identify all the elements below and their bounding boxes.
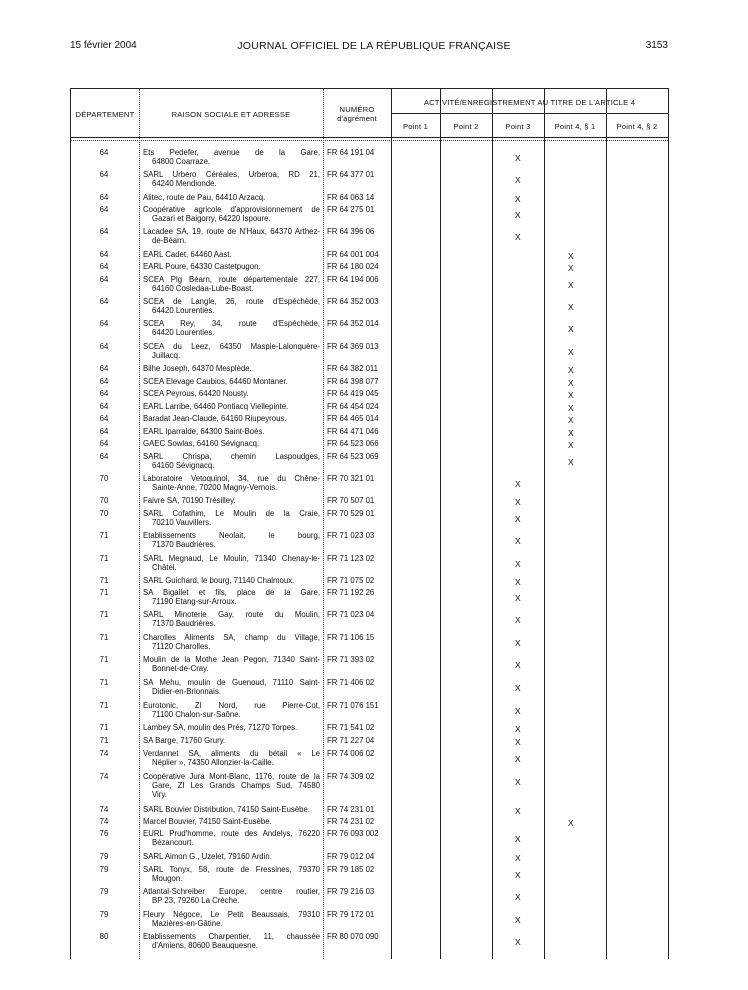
row-raison-sociale <box>143 390 320 399</box>
row-numero-agrement: FR 71 192 26 <box>327 588 375 597</box>
row-departement: 76 <box>99 829 109 838</box>
row-raison-sociale <box>143 611 320 629</box>
row-numero-agrement: FR 64 063 14 <box>327 193 375 202</box>
row-departement: 64 <box>99 170 109 179</box>
row-raison-sociale <box>143 403 320 412</box>
row-name-line1: SARL Guichard, le bourg, 71140 Chalmoux. <box>143 576 295 585</box>
header-activite: ACTIVITÉ/ENREGISTREMENT AU TITRE DE L'ARTICLE 4 <box>423 98 636 107</box>
row-raison-sociale <box>143 415 320 424</box>
column-divider <box>544 89 545 959</box>
row-mark-p41: X <box>568 378 574 388</box>
row-mark-p3: X <box>515 638 521 648</box>
row-numero-agrement: FR 71 227 04 <box>327 736 375 745</box>
row-name-line1: EURL Prud'homme, route des Andelys, 76220 <box>143 829 320 838</box>
row-departement: 64 <box>99 262 109 271</box>
row-numero-agrement: FR 64 398 077 <box>327 377 379 386</box>
column-divider <box>606 89 607 959</box>
row-numero-agrement: FR 79 185 02 <box>327 865 375 874</box>
row-numero-agrement: FR 71 123 02 <box>327 554 375 563</box>
row-name-line1: GAEC Sowlas, 64160 Sévignacq. <box>143 439 260 448</box>
row-mark-p41: X <box>568 347 574 357</box>
row-mark-p3: X <box>515 754 521 764</box>
row-raison-sociale <box>143 818 320 827</box>
header-divider <box>71 140 668 141</box>
row-raison-sociale <box>143 750 320 768</box>
row-departement: 64 <box>99 193 109 202</box>
row-name-line2: 64800 Coarraze. <box>152 156 211 166</box>
row-name-line2: 71370 Baudrières. <box>152 618 216 628</box>
row-raison-sociale <box>143 853 320 862</box>
row-raison-sociale <box>143 773 320 799</box>
row-mark-p3: X <box>515 806 521 816</box>
header-divider <box>71 137 668 138</box>
row-numero-agrement: FR 64 523 069 <box>327 452 379 461</box>
row-name-line2: BP 23, 79260 La Crèche. <box>152 895 240 905</box>
row-name-line2: Sainte-Anne, 70200 Magny-Vernois. <box>152 482 278 492</box>
row-name-line1: SARL Tonyx, 58, route de Fressines, 79370 <box>143 865 320 874</box>
row-raison-sociale <box>143 365 320 374</box>
row-raison-sociale <box>143 251 320 260</box>
row-name-line1: EARL Larribe, 64460 Pontiacq Viellepinte. <box>143 402 289 411</box>
header-point4-2: Point 4, § 2 <box>616 122 658 131</box>
row-numero-agrement: FR 64 352 014 <box>327 319 379 328</box>
row-departement: 64 <box>99 377 109 386</box>
row-name-line2: de-Béarn. <box>152 235 187 245</box>
row-numero-agrement: FR 64 369 013 <box>327 342 379 351</box>
row-name-line1: Coopérative agricole d'approvisionnement de <box>143 205 320 214</box>
column-divider <box>391 89 392 959</box>
row-mark-p41: X <box>568 403 574 413</box>
row-raison-sociale <box>143 378 320 387</box>
row-mark-p3: X <box>515 777 521 787</box>
row-name-line1: Eurotonic, ZI Nord, rue Pierre-Cot, <box>143 701 320 710</box>
header-point2: Point 2 <box>453 122 479 131</box>
row-mark-p3: X <box>515 834 521 844</box>
row-mark-p3: X <box>515 593 521 603</box>
row-name-line1: Atlantal-Schreiber Europe, centre routier, <box>143 887 320 896</box>
row-raison-sociale <box>143 911 320 929</box>
row-numero-agrement: FR 79 216 03 <box>327 887 375 896</box>
row-name-line1: Laboratoire Vetoquinol, 34, rue du Chêne- <box>143 474 320 483</box>
row-mark-p3: X <box>515 937 521 947</box>
row-raison-sociale <box>143 453 320 471</box>
row-departement: 80 <box>99 932 109 941</box>
row-name-line2: 71100 Chalon-sur-Saône. <box>152 709 241 719</box>
row-mark-p3: X <box>515 577 521 587</box>
row-raison-sociale <box>143 149 320 167</box>
row-departement: 70 <box>99 509 109 518</box>
row-raison-sociale <box>143 228 320 246</box>
row-raison-sociale <box>143 702 320 720</box>
row-numero-agrement: FR 70 321 01 <box>327 474 375 483</box>
row-numero-agrement: FR 71 075 02 <box>327 576 375 585</box>
row-numero-agrement: FR 64 191 04 <box>327 148 375 157</box>
row-mark-p3: X <box>515 559 521 569</box>
row-mark-p3: X <box>515 514 521 524</box>
row-mark-p3: X <box>515 853 521 863</box>
row-departement: 79 <box>99 852 109 861</box>
row-raison-sociale <box>143 343 320 361</box>
row-name-line1: Lacadee SA, 19, route de N'Haux, 64370 Arthez- <box>143 227 320 236</box>
row-numero-agrement: FR 74 231 02 <box>327 817 375 826</box>
row-mark-p3: X <box>515 737 521 747</box>
row-name-line2: Juillacq. <box>152 350 181 360</box>
row-numero-agrement: FR 64 523 066 <box>327 439 379 448</box>
row-raison-sociale <box>143 577 320 586</box>
row-raison-sociale <box>143 428 320 437</box>
row-name-line1: Alitec, route de Pau, 64410 Arzacq. <box>143 193 266 202</box>
row-numero-agrement: FR 71 406 02 <box>327 678 375 687</box>
row-raison-sociale <box>143 276 320 294</box>
row-raison-sociale <box>143 724 320 733</box>
row-mark-p41: X <box>568 302 574 312</box>
row-departement: 64 <box>99 227 109 236</box>
row-name-line2: 64420 Lourenties. <box>152 305 215 315</box>
row-departement: 64 <box>99 205 109 214</box>
row-numero-agrement: FR 64 180 024 <box>327 262 379 271</box>
header-departement: DÉPARTEMENT <box>75 110 135 119</box>
header-numero-line1: NUMÉRO <box>339 105 375 114</box>
row-numero-agrement: FR 64 454 024 <box>327 402 379 411</box>
row-departement: 71 <box>99 531 109 540</box>
row-numero-agrement: FR 79 012 04 <box>327 852 375 861</box>
row-mark-p3: X <box>515 724 521 734</box>
row-name-line1: SCEA Peyrous, 64420 Nousty. <box>143 389 249 398</box>
row-departement: 70 <box>99 474 109 483</box>
row-mark-p3: X <box>515 210 521 220</box>
row-numero-agrement: FR 74 309 02 <box>327 772 375 781</box>
row-name-line2: Gare, ZI Les Grands Champs Sud, 74580 <box>152 780 320 790</box>
row-name-line1: Lambey SA, moulin des Prés, 71270 Torpes. <box>143 723 298 732</box>
row-mark-p41: X <box>568 280 574 290</box>
row-raison-sociale <box>143 510 320 528</box>
row-departement: 64 <box>99 427 109 436</box>
row-mark-p41: X <box>568 428 574 438</box>
row-name-line1: Bilhe Joseph, 64370 Mesplède. <box>143 364 252 373</box>
row-name-line2: 70210 Vauvillers. <box>152 517 212 527</box>
row-name-line2: 64160 Sévignacq. <box>152 460 215 470</box>
row-departement: 74 <box>99 805 109 814</box>
row-name-line2: Bonnet-de-Cray. <box>152 663 209 673</box>
row-name-line2: Mougon. <box>152 873 183 883</box>
row-mark-p3: X <box>515 232 521 242</box>
row-raison-sociale <box>143 656 320 674</box>
row-name-line1: Verdannet SA, aliments du bétail « Le <box>143 749 320 758</box>
header-point3: Point 3 <box>505 122 531 131</box>
row-departement: 64 <box>99 148 109 157</box>
row-raison-sociale <box>143 497 320 506</box>
row-name-line2: 71190 Etang-sur-Arroux. <box>152 596 237 606</box>
row-numero-agrement: FR 76 093 002 <box>327 829 379 838</box>
row-name-line2: 71120 Charolles. <box>152 641 211 651</box>
row-departement: 64 <box>99 452 109 461</box>
column-divider <box>440 89 441 959</box>
row-numero-agrement: FR 64 471 046 <box>327 427 379 436</box>
row-mark-p3: X <box>515 194 521 204</box>
row-name-line1: SCEA du Leez, 64350 Maspie-Lalonquère- <box>143 342 320 351</box>
row-departement: 64 <box>99 402 109 411</box>
row-raison-sociale <box>143 320 320 338</box>
row-name-line1: EARL Poure, 64330 Castetpugon. <box>143 262 261 271</box>
row-raison-sociale <box>143 206 320 224</box>
row-raison-sociale <box>143 298 320 316</box>
header-raison-sociale: RAISON SOCIALE ET ADRESSE <box>171 110 291 119</box>
row-departement: 64 <box>99 319 109 328</box>
row-mark-p41: X <box>568 251 574 261</box>
row-name-line1: Etablissements Charpentier, 11, chaussée <box>143 932 320 941</box>
row-numero-agrement: FR 64 465 014 <box>327 414 379 423</box>
row-departement: 74 <box>99 749 109 758</box>
header-numero-line2: d'agrément <box>337 113 377 123</box>
row-raison-sociale <box>143 737 320 746</box>
header-date: 15 février 2004 <box>70 40 137 51</box>
row-name-line1: SARL Minoterie Gay, route du Moulin, <box>143 610 320 619</box>
row-departement: 64 <box>99 275 109 284</box>
row-mark-p3: X <box>515 175 521 185</box>
row-departement: 64 <box>99 414 109 423</box>
row-numero-agrement: FR 79 172 01 <box>327 910 375 919</box>
row-name-line1: Baradat Jean-Claude, 64160 Riupeyrous. <box>143 414 287 423</box>
row-name-line1: Faivre SA, 70190 Trésilley. <box>143 496 236 505</box>
row-mark-p3: X <box>515 479 521 489</box>
row-departement: 74 <box>99 817 109 826</box>
row-name-line1: SCEA Rey, 34, route d'Espéchède, <box>143 319 320 328</box>
row-name-line1: Charolles Aliments SA, champ du Village, <box>143 633 320 642</box>
row-departement: 71 <box>99 736 109 745</box>
row-departement: 71 <box>99 633 109 642</box>
header-numero <box>323 106 391 123</box>
row-name-line2: Gazari et Baigorry, 64220 Ispoure. <box>152 213 271 223</box>
row-raison-sociale <box>143 589 320 607</box>
column-divider <box>139 89 140 959</box>
row-name-line2: d'Amiens, 80600 Beauquesne. <box>152 940 258 950</box>
header-point1: Point 1 <box>402 122 429 131</box>
row-numero-agrement: FR 64 275 01 <box>327 205 375 214</box>
row-name-line1: SA Bigallet et fils, place de la Gare, <box>143 588 320 597</box>
row-name-line1: SARL Chrispa, chemin Laspoudges, <box>143 452 320 461</box>
row-departement: 64 <box>99 342 109 351</box>
row-raison-sociale <box>143 806 320 815</box>
row-numero-agrement: FR 71 076 151 <box>327 701 379 710</box>
row-name-line2: Didier-en-Brionnais. <box>152 686 221 696</box>
row-numero-agrement: FR 80 070 090 <box>327 932 379 941</box>
row-name-line1: Fleury Négoce, Le Petit Beaussais, 79310 <box>143 910 320 919</box>
row-raison-sociale <box>143 194 320 203</box>
row-name-line3: Viry. <box>152 789 167 799</box>
row-name-line1: Coopérative Jura Mont-Blanc, 1176, route de la <box>143 772 320 781</box>
row-raison-sociale <box>143 933 320 951</box>
row-departement: 79 <box>99 865 109 874</box>
row-numero-agrement: FR 70 507 01 <box>327 496 375 505</box>
row-numero-agrement: FR 74 006 02 <box>327 749 375 758</box>
row-name-line1: EARL Iparralde, 64300 Saint-Boès. <box>143 427 265 436</box>
row-mark-p3: X <box>515 536 521 546</box>
row-raison-sociale <box>143 830 320 848</box>
row-mark-p3: X <box>515 870 521 880</box>
row-departement: 71 <box>99 610 109 619</box>
row-name-line2: Néplier », 74350 Allonzier-la-Caille. <box>152 757 274 767</box>
row-numero-agrement: FR 71 023 03 <box>327 531 375 540</box>
row-departement: 64 <box>99 364 109 373</box>
header-divider <box>391 113 668 114</box>
row-mark-p3: X <box>515 660 521 670</box>
row-name-line1: SCEA de Langle, 26, route d'Espéchède, <box>143 297 320 306</box>
row-mark-p3: X <box>515 615 521 625</box>
row-raison-sociale <box>143 440 320 449</box>
row-mark-p3: X <box>515 497 521 507</box>
journal-title: JOURNAL OFFICIEL DE LA RÉPUBLIQUE FRANÇAISE <box>237 40 511 52</box>
row-raison-sociale <box>143 555 320 573</box>
row-departement: 74 <box>99 772 109 781</box>
row-name-line2: Bézancourt. <box>152 837 194 847</box>
row-departement: 64 <box>99 250 109 259</box>
row-departement: 71 <box>99 588 109 597</box>
row-name-line2: Châtel. <box>152 562 177 572</box>
row-mark-p3: X <box>515 683 521 693</box>
row-name-line2: 64160 Cosledaa-Lube-Boast. <box>152 283 254 293</box>
page-number: 3153 <box>645 40 668 51</box>
row-numero-agrement: FR 74 231 01 <box>327 805 375 814</box>
row-numero-agrement: FR 71 541 02 <box>327 723 375 732</box>
row-mark-p3: X <box>515 706 521 716</box>
row-numero-agrement: FR 64 377 01 <box>327 170 375 179</box>
row-name-line1: SARL Aimon G., Uzelet, 79160 Ardin. <box>143 852 272 861</box>
row-raison-sociale <box>143 888 320 906</box>
row-mark-p41: X <box>568 818 574 828</box>
row-mark-p41: X <box>568 263 574 273</box>
row-raison-sociale <box>143 866 320 884</box>
row-mark-p3: X <box>515 915 521 925</box>
row-name-line1: SA Mehu, moulin de Guenoud, 71110 Saint- <box>143 678 320 687</box>
row-name-line1: Moulin de la Mothe Jean Pegon, 71340 Saint- <box>143 655 320 664</box>
row-mark-p41: X <box>568 415 574 425</box>
row-numero-agrement: FR 71 393 02 <box>327 655 375 664</box>
row-name-line2: 64420 Lourenties. <box>152 327 215 337</box>
row-mark-p41: X <box>568 365 574 375</box>
row-departement: 71 <box>99 701 109 710</box>
row-raison-sociale <box>143 171 320 189</box>
row-name-line1: EARL Cadet, 64460 Aast. <box>143 250 232 259</box>
row-numero-agrement: FR 70 529 01 <box>327 509 375 518</box>
row-raison-sociale <box>143 263 320 272</box>
row-name-line1: SARL Megnaud, Le Moulin, 71340 Chenay-le- <box>143 554 320 563</box>
row-departement: 71 <box>99 723 109 732</box>
row-numero-agrement: FR 71 106 15 <box>327 633 375 642</box>
row-mark-p3: X <box>515 153 521 163</box>
row-departement: 70 <box>99 496 109 505</box>
row-name-line1: SCEA Elevage Caubios, 64460 Montaner. <box>143 377 288 386</box>
row-raison-sociale <box>143 634 320 652</box>
row-numero-agrement: FR 64 001 004 <box>327 250 379 259</box>
row-mark-p41: X <box>568 440 574 450</box>
row-departement: 64 <box>99 389 109 398</box>
row-departement: 79 <box>99 910 109 919</box>
row-departement: 71 <box>99 554 109 563</box>
row-name-line1: Marcel Bouvier, 74150 Saint-Eusèbe. <box>143 817 272 826</box>
row-name-line1: Etablissements Neolait, le bourg, <box>143 531 320 540</box>
row-numero-agrement: FR 64 396 06 <box>327 227 375 236</box>
column-divider <box>323 89 324 959</box>
column-divider <box>492 89 493 959</box>
row-numero-agrement: FR 71 023 04 <box>327 610 375 619</box>
row-name-line1: Ets Pedefer, avenue de la Gare, <box>143 148 320 157</box>
row-numero-agrement: FR 64 419 045 <box>327 389 379 398</box>
row-name-line2: Mazières-en-Gâtine. <box>152 918 223 928</box>
row-departement: 71 <box>99 576 109 585</box>
row-departement: 64 <box>99 439 109 448</box>
row-name-line1: SARL Cofathim, Le Moulin de la Craie, <box>143 509 320 518</box>
row-name-line1: SARL Urbero Céréales, Urberoa, RD 21, <box>143 170 320 179</box>
row-name-line1: SARL Bouvier Distribution, 74150 Saint-Eusèbe. <box>143 805 311 814</box>
row-name-line2: 71370 Baudrières. <box>152 539 216 549</box>
row-raison-sociale <box>143 475 320 493</box>
row-mark-p41: X <box>568 457 574 467</box>
row-numero-agrement: FR 64 194 006 <box>327 275 379 284</box>
header-point4-1: Point 4, § 1 <box>554 122 596 131</box>
row-numero-agrement: FR 64 352 003 <box>327 297 379 306</box>
row-name-line1: SA Barge, 71760 Grury. <box>143 736 226 745</box>
row-departement: 64 <box>99 297 109 306</box>
row-mark-p41: X <box>568 390 574 400</box>
row-name-line2: 64240 Mendionde. <box>152 178 217 188</box>
row-departement: 71 <box>99 655 109 664</box>
row-raison-sociale <box>143 679 320 697</box>
row-name-line1: SCEA Plg Béarn, route départementale 227, <box>143 275 320 284</box>
row-mark-p41: X <box>568 324 574 334</box>
row-mark-p3: X <box>515 892 521 902</box>
row-numero-agrement: FR 64 382 011 <box>327 364 379 373</box>
row-raison-sociale <box>143 532 320 550</box>
row-departement: 79 <box>99 887 109 896</box>
row-departement: 71 <box>99 678 109 687</box>
